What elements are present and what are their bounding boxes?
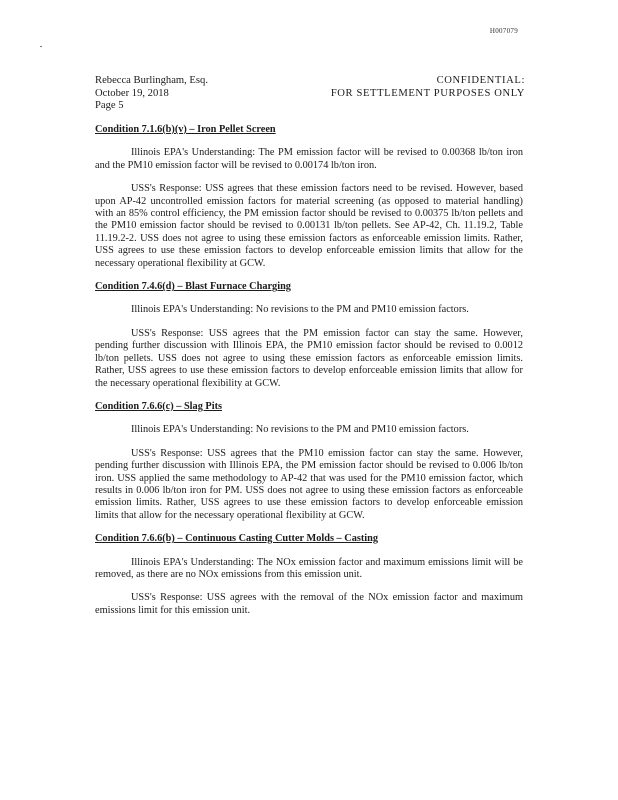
paragraph-text: USS's Response: USS agrees that the PM10 emission factor can stay the same. However, pending further discussion with Illinois EPA, the PM emission factor should be revised to 0.006 lb/ton iron. USS applied the same methodology to AP-42 that was used for the PM10 emission factor, which results in 0.006 lb/ton iron for PM. USS does not agree to using these emission factors as enforceable emission limits. Rather, USS agrees to use these emission factors to develop enforceable emission limits that allow for the necessary operational flexibility at GCW.: [95, 447, 523, 521]
section: [95, 401, 523, 522]
paragraph-text: Illinois EPA's Understanding: The NOx emission factor and maximum emissions limit will be removed, as there are no NOx emissions from this emission unit.: [95, 556, 523, 580]
letter-header: [95, 75, 525, 113]
paragraph: [95, 557, 523, 582]
paragraph: [95, 183, 523, 270]
paragraph: [95, 147, 523, 172]
header-right: [331, 75, 525, 100]
letter-body: [95, 124, 523, 628]
recipient-name: Rebecca Burlingham, Esq.: [95, 75, 208, 86]
paragraph: [95, 304, 523, 316]
paragraph: [95, 424, 523, 436]
scan-speck: [40, 46, 42, 47]
section-title: Condition 7.1.6(b)(v) – Iron Pellet Screen: [95, 124, 276, 135]
paragraph: [95, 448, 523, 522]
paragraph-text: Illinois EPA's Understanding: The PM emission factor will be revised to 0.00368 lb/ton iron and the PM10 emission factor will be revised to 0.00174 lb/ton iron.: [95, 147, 523, 171]
section: [95, 124, 523, 270]
section-title: Condition 7.6.6(c) – Slag Pits: [95, 400, 223, 412]
confidential-label: CONFIDENTIAL:: [436, 75, 525, 86]
section-title: Condition 7.6.6(b) – Continuous Casting Cutter Molds – Casting: [95, 533, 379, 545]
paragraph-text: USS's Response: USS agrees that the PM emission factor can stay the same. However, pending further discussion with Illinois EPA, the PM10 emission factor should be revised to 0.0012 lb/ton pellets. USS does not agree to using these emission factors as enforceable emission limits. Rather, USS agrees to use these emission factors to develop enforceable emission limits that allow for the necessary operational flexibility at GCW.: [95, 327, 523, 389]
paragraph-text: Illinois EPA's Understanding: No revisions to the PM and PM10 emission factors.: [131, 424, 469, 436]
letter-date: October 19, 2018: [95, 87, 169, 99]
settlement-label: FOR SETTLEMENT PURPOSES ONLY: [330, 87, 525, 99]
paragraph: [95, 592, 523, 617]
section: [95, 533, 523, 617]
page-number: Page 5: [95, 100, 124, 111]
paragraph-text: Illinois EPA's Understanding: No revisions to the PM and PM10 emission factors.: [131, 304, 469, 316]
bates-number: H007079: [489, 27, 518, 35]
section: [95, 281, 523, 390]
paragraph-text: USS's Response: USS agrees with the removal of the NOx emission factor and maximum emissions limit for this emission unit.: [95, 592, 523, 616]
paragraph: [95, 328, 523, 390]
header-left: [95, 75, 208, 113]
paragraph-text: USS's Response: USS agrees that these emission factors need to be revised. However, based upon AP-42 uncontrolled emission factors for material screening (as opposed to material handling) with an 85% control efficiency, the PM emission factor should be revised to 0.00375 lb/ton pellets and the PM10 emission factor should be revised to 0.00131 lb/ton pellets. See AP-42, Ch. 11.19.2, Table 11.19.2-2. USS does not agree to using these emission factors as enforceable emission limits. Rather, USS agrees to use these emission factors to develop enforceable emission limits that allow for the necessary operational flexibility at GCW.: [95, 183, 523, 269]
section-title: Condition 7.4.6(d) – Blast Furnace Charging: [95, 281, 291, 293]
